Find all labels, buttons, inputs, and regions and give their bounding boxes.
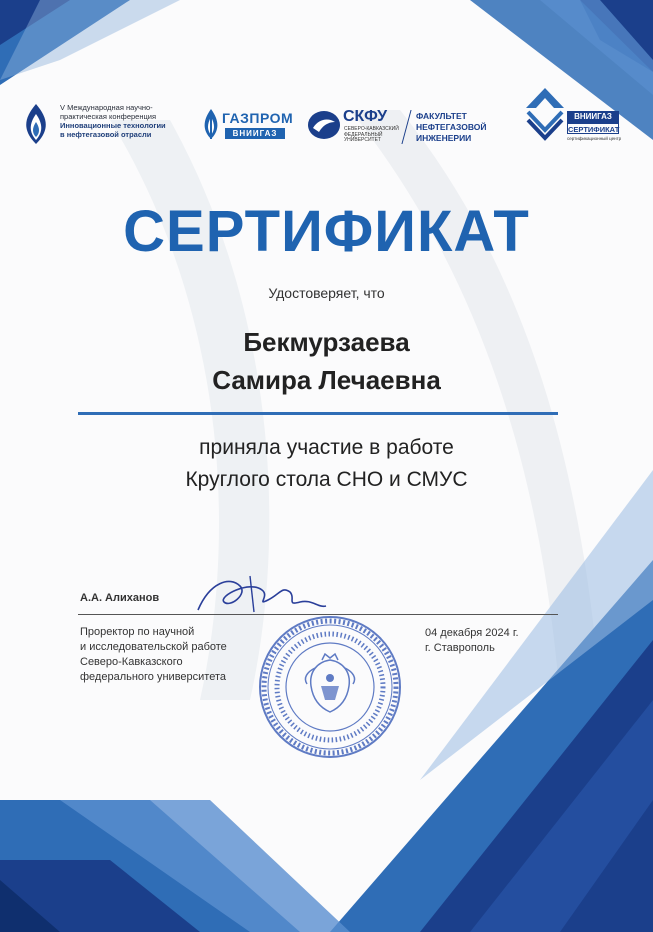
certifies-text: Удостоверяет, что xyxy=(268,285,385,301)
signer-name: А.А. Алиханов xyxy=(80,592,160,604)
official-seal-stamp xyxy=(255,612,405,762)
issue-city: г. Ставрополь xyxy=(425,642,495,654)
conference-title-line: Инновационные технологии xyxy=(60,121,166,130)
conference-line: практическая конференция xyxy=(60,112,157,121)
signer-role-line: и исследовательской работе xyxy=(80,641,227,653)
skfu-bird-icon xyxy=(307,110,341,140)
vniigaz-cert-caption: сертификационный центр xyxy=(567,136,622,141)
faculty-line: НЕФТЕГАЗОВОЙ xyxy=(416,122,487,132)
skfu-caption-line: ФЕДЕРАЛЬНЫЙ xyxy=(344,131,383,138)
participation-line-1: приняла участие в работе xyxy=(199,436,454,459)
issue-date: 04 декабря 2024 г. xyxy=(425,627,519,639)
gazprom-flame-icon xyxy=(200,108,222,140)
signer-role-line: федерального университета xyxy=(80,671,227,683)
gazprom-sub: ВНИИГАЗ xyxy=(225,128,285,139)
signer-role-line: Северо-Кавказского xyxy=(80,656,183,668)
recipient-surname: Бекмурзаева xyxy=(243,327,410,357)
vniigaz-cert-name: ВНИИГАЗ xyxy=(567,111,619,123)
conference-flame-icon xyxy=(18,102,54,146)
name-underline xyxy=(78,412,558,415)
faculty-line: ФАКУЛЬТЕТ xyxy=(416,111,467,121)
skfu-caption-line: УНИВЕРСИТЕТ xyxy=(344,137,381,143)
vniigaz-cert-emblem-icon xyxy=(524,86,566,144)
faculty-caption xyxy=(416,111,487,144)
recipient-given-names: Самира Лечаевна xyxy=(212,365,441,395)
gazprom-name: ГАЗПРОМ xyxy=(222,110,294,126)
signer-role-line: Проректор по научной xyxy=(80,626,195,638)
skfu-caption xyxy=(344,127,399,144)
faculty-line: ИНЖЕНЕРИИ xyxy=(416,133,472,143)
conference-line: V Международная научно- xyxy=(60,103,153,112)
participation-line-2: Круглого стола СНО и СМУС xyxy=(185,468,468,491)
conference-title-line: в нефтегазовой отрасли xyxy=(60,130,152,139)
skfu-name: СКФУ xyxy=(343,108,388,125)
skfu-caption-line: СЕВЕРО-КАВКАЗСКИЙ xyxy=(344,126,399,132)
conference-caption xyxy=(60,103,166,139)
certificate-title: СЕРТИФИКАТ xyxy=(123,199,530,264)
vniigaz-cert-sub: СЕРТИФИКАТ xyxy=(568,125,620,134)
